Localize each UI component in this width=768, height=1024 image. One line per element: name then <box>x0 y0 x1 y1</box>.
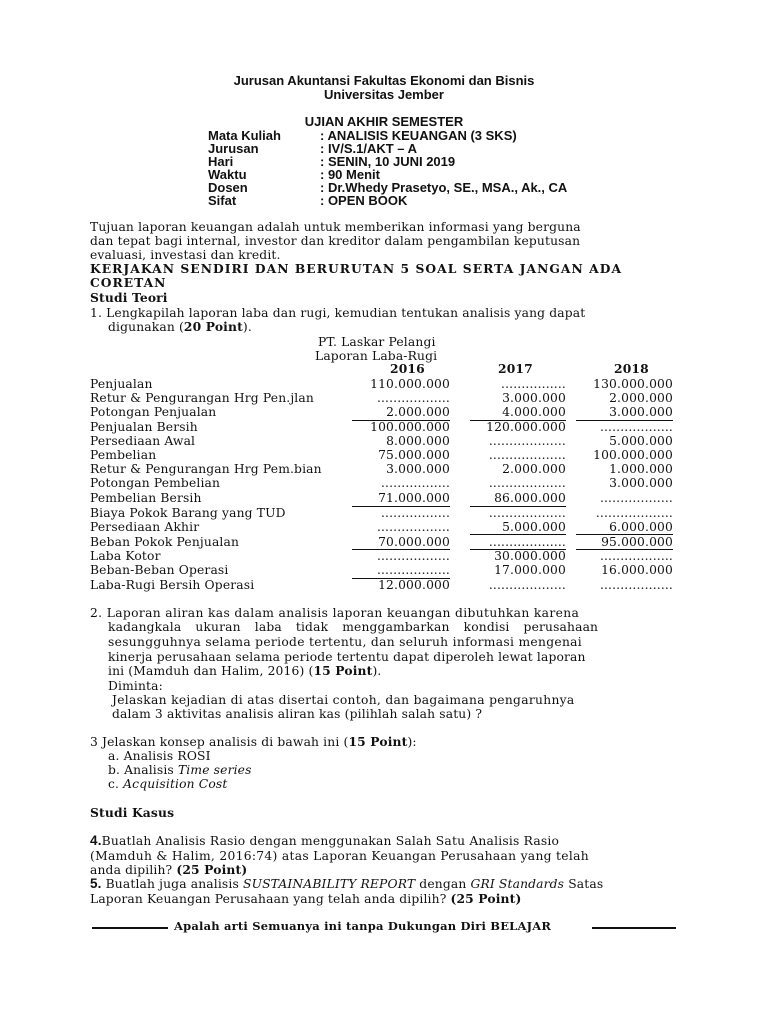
cell-2016: 75.000.000 <box>378 448 450 462</box>
cell-2017: ................... <box>488 448 566 462</box>
cell-2018: 100.000.000 <box>593 448 673 462</box>
cell-2016: 71.000.000 <box>378 491 450 505</box>
cell-2018: ................... <box>595 506 673 520</box>
field-label: Sifat <box>208 193 237 208</box>
field-label: Mata Kuliah <box>208 128 281 143</box>
cell-2018: 2.000.000 <box>609 391 673 405</box>
row-label: Beban Pokok Penjualan <box>90 535 240 549</box>
instruction: KERJAKAN SENDIRI DAN BERURUTAN 5 SOAL SERTA JANGAN ADA <box>90 261 623 276</box>
question-4: 4.Buatlah Analisis Rasio dengan menggunakan Salah Satu Analisis Rasio <box>90 833 560 848</box>
cell-2017: ................... <box>488 578 566 592</box>
cell-2018: 3.000.000 <box>609 476 673 490</box>
row-label: Potongan Penjualan <box>90 405 217 419</box>
cell-2016: .................. <box>376 520 450 534</box>
cell-2016: .................. <box>376 391 450 405</box>
report-name: Laporan Laba-Rugi <box>315 349 438 363</box>
header-university: Universitas Jember <box>324 87 444 102</box>
year-header: 2016 <box>390 361 425 376</box>
question-4-cont: (Mamduh & Halim, 2016:74) atas Laporan Keuangan Perusahaan yang telah <box>90 849 589 863</box>
intro-line: Tujuan laporan keuangan adalah untuk memberikan informasi yang berguna <box>90 220 581 234</box>
question-1: 1. Lengkapilah laporan laba dan rugi, kemudian tentukan analisis yang dapat <box>90 306 586 320</box>
question-2: 2. Laporan aliran kas dalam analisis laporan keuangan dibutuhkan karena <box>90 606 580 620</box>
row-label: Persediaan Awal <box>90 434 196 448</box>
field-value: : ANALISIS KEUANGAN (3 SKS) <box>320 128 517 143</box>
cell-2016: 12.000.000 <box>378 578 450 592</box>
question-4-cont: anda dipilih? (25 Point) <box>90 862 248 877</box>
row-label: Pembelian Bersih <box>90 491 202 505</box>
cell-2018: 3.000.000 <box>609 405 673 419</box>
row-label: Biaya Pokok Barang yang TUD <box>90 506 286 520</box>
footer-rule-left <box>92 927 168 929</box>
section-title-theory: Studi Teori <box>90 290 168 305</box>
cell-2017: 86.000.000 <box>494 491 566 505</box>
header-faculty: Jurusan Akuntansi Fakultas Ekonomi dan Bisnis <box>233 73 535 88</box>
cell-2017: 5.000.000 <box>502 520 566 534</box>
cell-2016: ................. <box>381 506 450 520</box>
cell-2018: 16.000.000 <box>601 563 673 577</box>
year-header: 2018 <box>614 361 649 376</box>
row-label: Laba Kotor <box>90 549 161 563</box>
field-label: Hari <box>208 154 234 169</box>
question-3: 3 Jelaskan konsep analisis di bawah ini (15 Point): <box>90 734 417 749</box>
cell-2017: ................... <box>488 434 566 448</box>
question-2-task: Jelaskan kejadian di atas disertai contoh, dan bagaimana pengaruhnya <box>112 693 575 707</box>
cell-2018: 1.000.000 <box>609 462 673 476</box>
footer-rule-right <box>592 927 676 929</box>
cell-2017: 4.000.000 <box>502 405 566 419</box>
cell-2016: 100.000.000 <box>370 420 450 434</box>
cell-2016: 70.000.000 <box>378 535 450 549</box>
field-value: : SENIN, 10 JUNI 2019 <box>320 154 456 169</box>
cell-2017: ................ <box>501 377 566 391</box>
row-label: Persediaan Akhir <box>90 520 200 534</box>
cell-2018: 5.000.000 <box>609 434 673 448</box>
intro-line: dan tepat bagi internal, investor dan kreditor dalam pengambilan keputusan <box>90 234 581 248</box>
cell-2017: 17.000.000 <box>494 563 566 577</box>
cell-2017: 3.000.000 <box>502 391 566 405</box>
question-2-cont: kadangkala ukuran laba tidak menggambarkan kondisi perusahaan <box>108 620 599 634</box>
question-2-task: dalam 3 aktivitas analisis aliran kas (pilihlah salah satu) ? <box>112 707 483 721</box>
field-label: Jurusan <box>208 141 259 156</box>
question-2-cont: kinerja perusahaan selama periode tertentu dapat diperoleh lewat laporan <box>108 650 586 664</box>
question-2-cont: sesungguhnya selama periode tertentu, dan seluruh informasi mengenai <box>108 635 583 649</box>
year-header: 2017 <box>498 361 533 376</box>
cell-2016: 110.000.000 <box>370 377 450 391</box>
question-3-item-c: c. Acquisition Cost <box>108 777 228 791</box>
company-name: PT. Laskar Pelangi <box>318 335 436 349</box>
question-2-asked: Diminta: <box>108 679 163 693</box>
section-title-case: Studi Kasus <box>90 805 175 820</box>
cell-2016: 2.000.000 <box>386 405 450 419</box>
field-value: : OPEN BOOK <box>320 193 408 208</box>
cell-2018: .................. <box>599 549 673 563</box>
intro-line: evaluasi, investasi dan kredit. <box>90 248 281 262</box>
cell-2016: ................. <box>381 476 450 490</box>
cell-2016: .................. <box>376 549 450 563</box>
instruction: CORETAN <box>90 275 167 290</box>
row-label: Potongan Pembelian <box>90 476 221 490</box>
cell-2017: ................... <box>488 535 566 549</box>
cell-2017: ................... <box>488 476 566 490</box>
cell-2017: 120.000.000 <box>486 420 566 434</box>
row-label: Penjualan Bersih <box>90 420 198 434</box>
field-value: : IV/S.1/AKT – A <box>320 141 418 156</box>
question-5-cont: Laporan Keuangan Perusahaan yang telah anda dipilih? (25 Point) <box>90 891 522 906</box>
cell-2018: 95.000.000 <box>601 535 673 549</box>
cell-2018: 6.000.000 <box>609 520 673 534</box>
footer-motto: Apalah arti Semuanya ini tanpa Dukungan Diri BELAJAR <box>174 919 552 933</box>
cell-2018: 130.000.000 <box>593 377 673 391</box>
field-value: : 90 Menit <box>320 167 380 182</box>
cell-2016: 8.000.000 <box>386 434 450 448</box>
exam-title: UJIAN AKHIR SEMESTER <box>304 114 464 129</box>
row-label: Beban-Beban Operasi <box>90 563 229 577</box>
cell-2018: .................. <box>599 420 673 434</box>
row-label: Pembelian <box>90 448 157 462</box>
question-2-cont: ini (Mamduh dan Halim, 2016) (15 Point). <box>108 663 382 678</box>
question-3-item-a: a. Analisis ROSI <box>108 749 211 763</box>
row-label: Laba-Rugi Bersih Operasi <box>90 578 255 592</box>
cell-2017: 30.000.000 <box>494 549 566 563</box>
question-1-cont: digunakan (20 Point). <box>108 319 252 334</box>
field-label: Dosen <box>208 180 248 195</box>
question-5: 5. Buatlah juga analisis SUSTAINABILITY REPORT dengan GRI Standards Satas <box>90 876 604 891</box>
row-label: Retur & Pengurangan Hrg Pen.jlan <box>90 391 314 405</box>
row-label: Retur & Pengurangan Hrg Pem.bian <box>90 462 322 476</box>
field-label: Waktu <box>208 167 247 182</box>
cell-2016: 3.000.000 <box>386 462 450 476</box>
cell-2018: .................. <box>599 491 673 505</box>
row-label: Penjualan <box>90 377 153 391</box>
field-value: : Dr.Whedy Prasetyo, SE., MSA., Ak., CA <box>320 180 568 195</box>
cell-2017: 2.000.000 <box>502 462 566 476</box>
cell-2017: ................... <box>488 506 566 520</box>
cell-2018: .................. <box>599 578 673 592</box>
question-3-item-b: b. Analisis Time series <box>108 763 252 777</box>
cell-2016: .................. <box>376 563 450 577</box>
